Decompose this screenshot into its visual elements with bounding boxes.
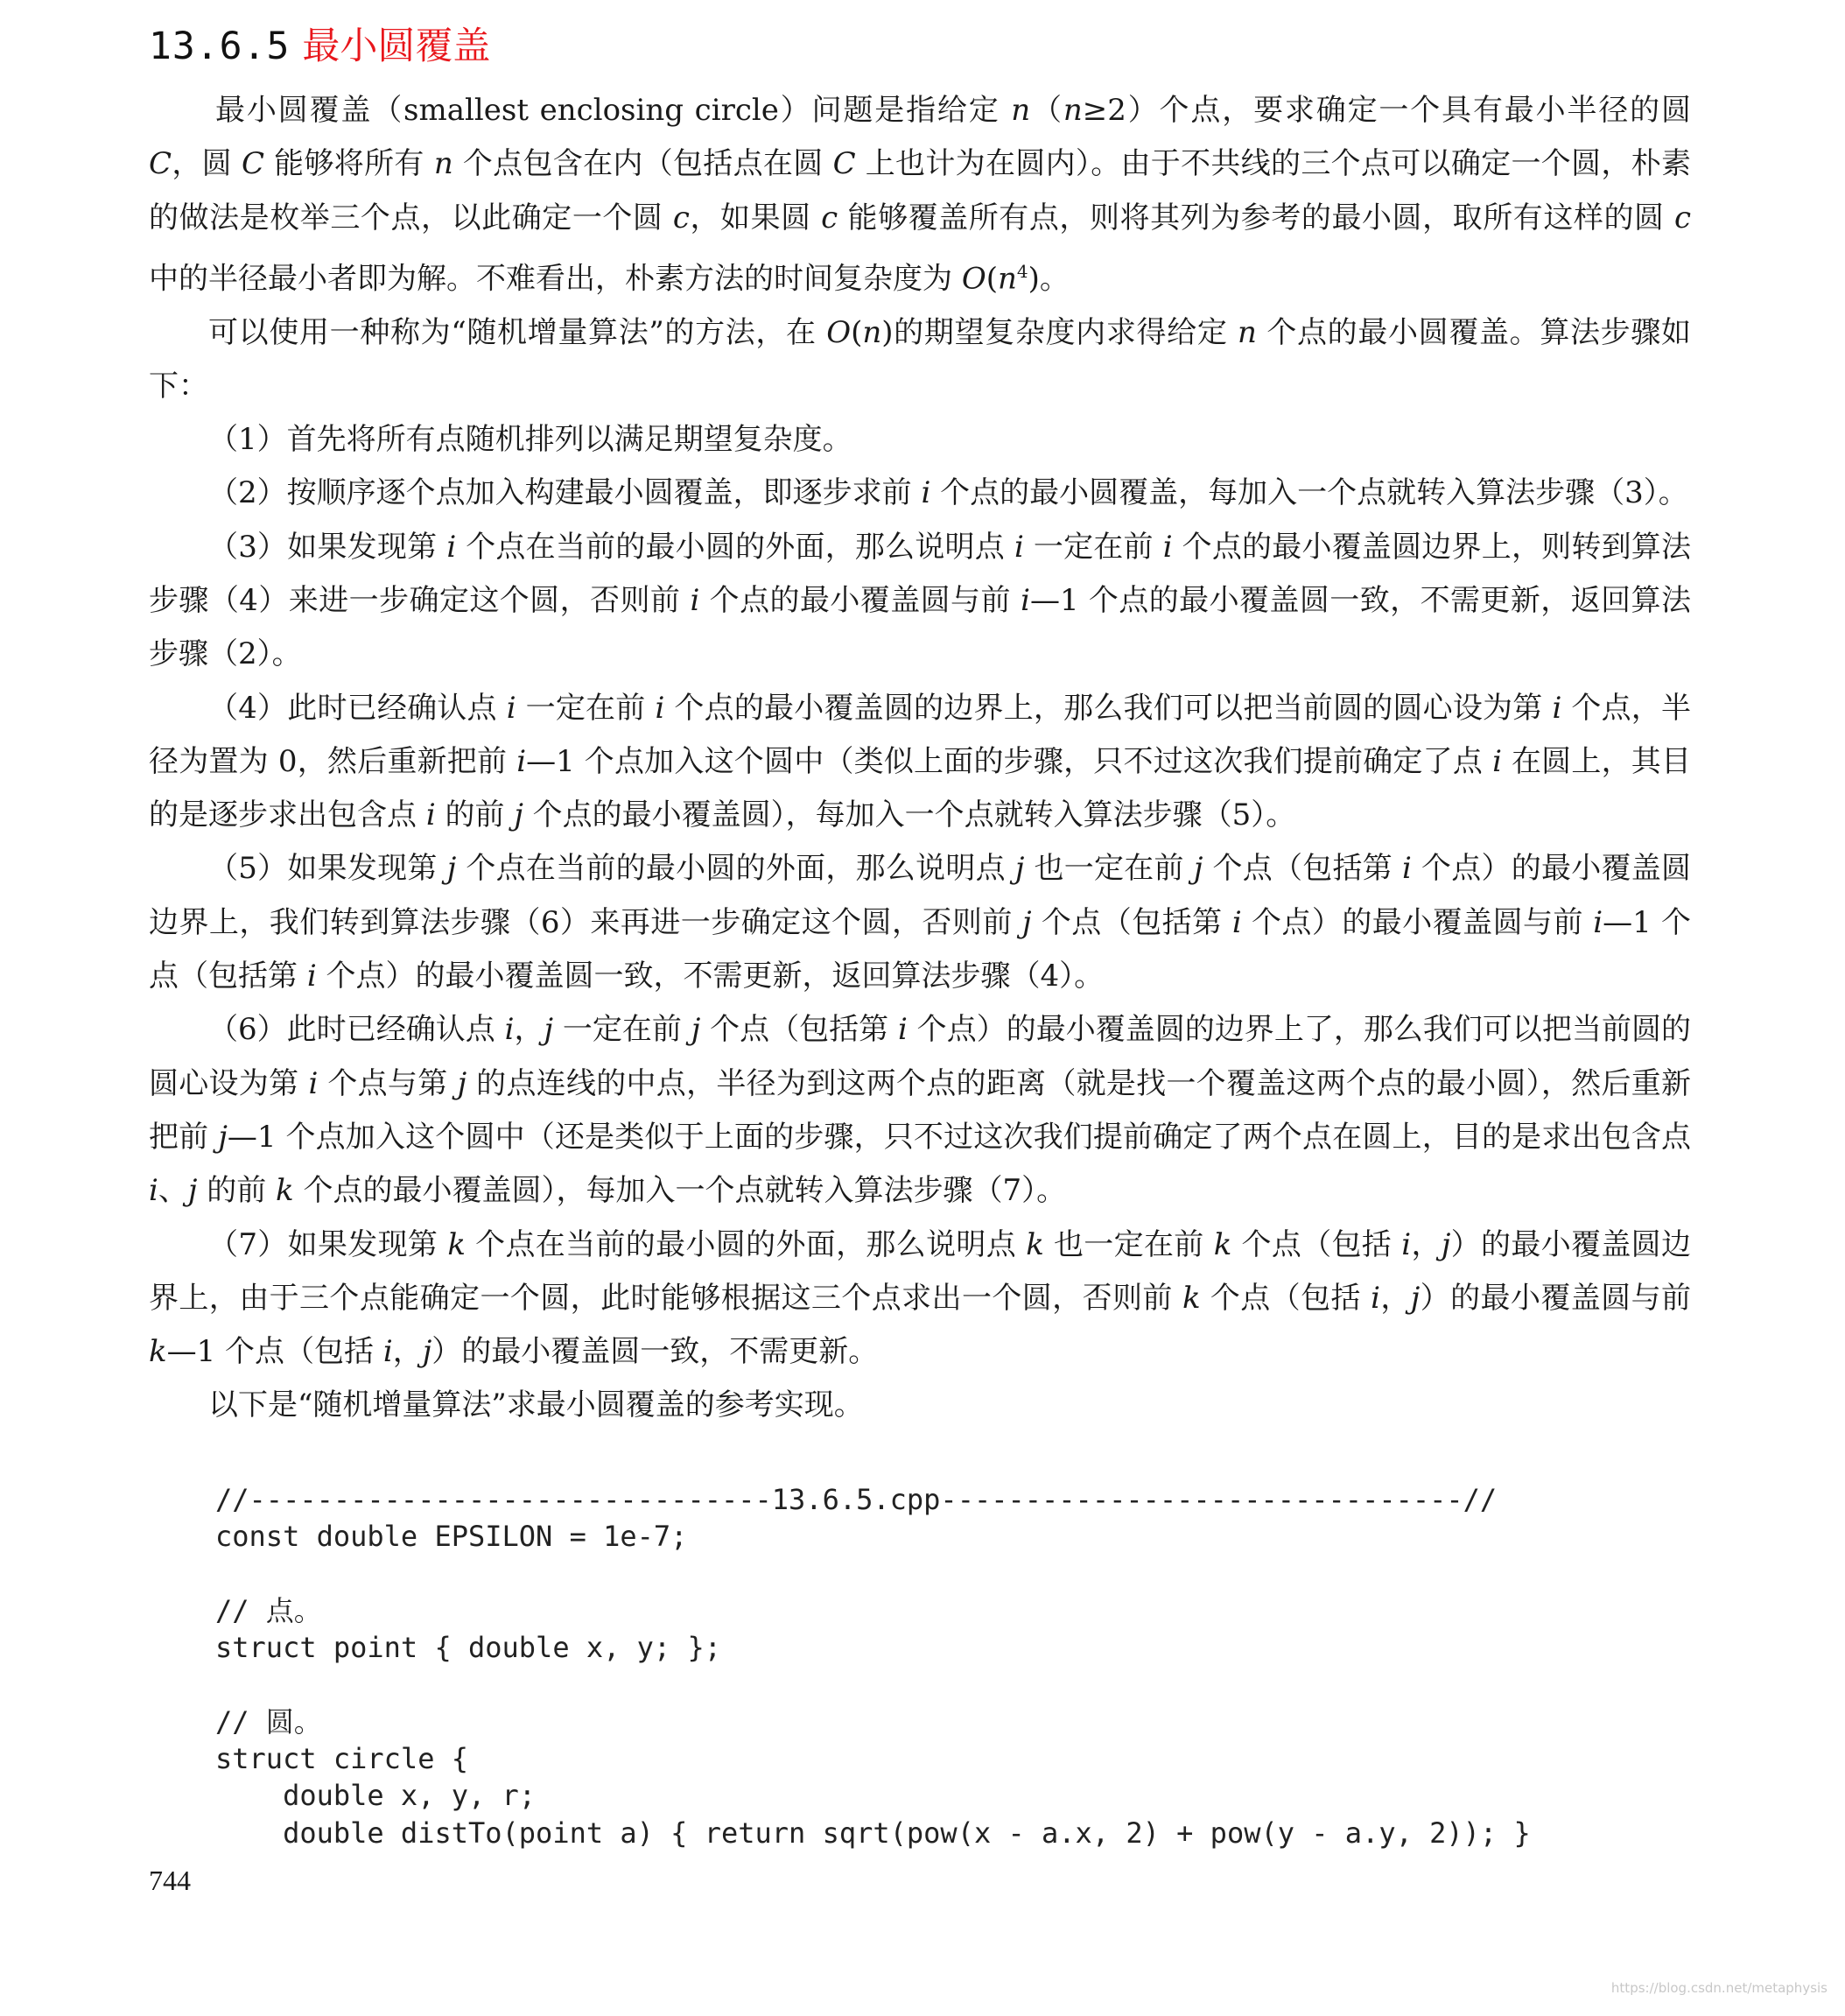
text-run: 个点，半径为置为 0，然后重新把前 (149, 690, 1691, 779)
math-var: j (1193, 851, 1203, 887)
math-var: i (308, 1065, 319, 1101)
text-run: （7）如果发现第 (208, 1226, 448, 1262)
text-run: 个点（包括 (1231, 1226, 1402, 1262)
watermark: https://blog.csdn.net/metaphysis (1610, 1980, 1827, 1996)
text-run: ）的最小覆盖圆边界上，由于三个点能确定一个圆，此时能够根据这三个点求出一个圆，否则前 (149, 1226, 1692, 1316)
math-var: O (826, 314, 852, 350)
math-var: n (997, 261, 1017, 297)
math-var: i (1492, 743, 1502, 779)
text-run: ， (1379, 1280, 1411, 1316)
code-line-9: double x, y, r; (215, 1779, 537, 1813)
text-run: ， (514, 1012, 544, 1048)
math-var: j (1022, 904, 1032, 940)
text-run: ， (392, 1334, 423, 1370)
math-var: j (1014, 851, 1025, 887)
step-5 (149, 842, 1691, 1003)
paragraph-intro (149, 84, 1691, 306)
math-var: i (1231, 904, 1242, 940)
text-run: 最小圆覆盖（smallest enclosing circle）问题是指给定 (215, 93, 1012, 128)
text-run: ( (851, 314, 863, 350)
text-run: 个点）的最小覆盖圆与前 (1241, 904, 1594, 940)
text-run: 个点的最小覆盖圆边界上，则转到算法步骤（4）来进一步确定这个圆，否则前 (149, 529, 1691, 618)
text-run: 个点（包括第 (1031, 904, 1232, 940)
section-number: 13.6.5 (149, 25, 291, 68)
text-run: 也一定在前 (1024, 851, 1194, 887)
paragraph-implementation-intro (149, 1379, 1691, 1432)
text-run: 一定在前 (1023, 529, 1163, 565)
text-run: 上也计为在圆内）。由于不共线的三个点可以确定一个圆，朴素的做法是枚举三个点，以此确定一个圆 (149, 146, 1691, 235)
text-run: 个点包含在内（包括点在圆 (452, 146, 833, 182)
math-var: i (690, 583, 700, 618)
text-run: （6）此时已经确认点 (208, 1012, 505, 1048)
text-run: （2）按顺序逐个点加入构建最小圆覆盖，即逐步求前 (208, 475, 922, 511)
text-run: 的点连线的中点，半径为到这两个点的距离（就是找一个覆盖这两个点的最小圆），然后重新把前 (149, 1065, 1691, 1155)
math-var: i (1402, 851, 1412, 887)
math-var: C (242, 146, 265, 182)
math-var: i (149, 1173, 158, 1209)
math-var: j (218, 1119, 228, 1155)
math-var: C (149, 146, 172, 182)
text-run: （3）如果发现第 (208, 529, 447, 565)
text-run: 在圆上，其目的是逐步求出包含点 (149, 743, 1692, 833)
math-var: i (1021, 583, 1031, 618)
math-var: k (447, 1226, 467, 1262)
text-run: 能够将所有 (264, 146, 434, 182)
math-var: j (457, 1065, 467, 1101)
text-run: 个点（包括 (1200, 1280, 1371, 1316)
text-run: 个点的最小覆盖圆），每加入一个点就转入算法步骤（5）。 (523, 797, 1296, 833)
text-run: ≥2）个点，要求确定一个具有最小半径的圆 (1082, 93, 1691, 128)
text-run: 个点）的最小覆盖圆的边界上了，那么我们可以把当前圆的圆心设为第 (149, 1012, 1691, 1101)
text-run: （5）如果发现第 (208, 851, 447, 887)
math-var: C (832, 146, 856, 182)
step-2 (149, 467, 1691, 520)
code-line-8: struct circle { (215, 1742, 468, 1776)
code-line-4: // 点。 (215, 1593, 322, 1627)
text-run: 个点的最小圆覆盖。算法步骤如下： (149, 314, 1691, 404)
math-var: i (504, 1012, 515, 1048)
math-var: c (672, 200, 690, 235)
text-run: （ (1030, 93, 1063, 128)
math-var: j (691, 1012, 701, 1048)
math-var: n (1011, 93, 1031, 128)
math-var: i (655, 690, 665, 726)
text-run: 个点）的最小覆盖圆边界上，我们转到算法步骤（6）来再进一步确定这个圆，否则前 (149, 851, 1691, 940)
math-var: i (1552, 690, 1562, 726)
step-1 (149, 413, 1691, 467)
text-run: （4）此时已经确认点 (208, 690, 507, 726)
math-var: j (422, 1334, 432, 1370)
math-var: k (276, 1173, 294, 1209)
step-6 (149, 1003, 1691, 1218)
text-run: ，圆 (172, 146, 242, 182)
text-run: —1 个点（包括第 (149, 904, 1691, 994)
math-var: i (1593, 904, 1603, 940)
code-line-1: //-------------------------------13.6.5.cpp-------------------------------// (215, 1483, 1498, 1516)
math-var: i (897, 1012, 908, 1048)
text-run: 中的半径最小者即为解。不难看出，朴素方法的时间复杂度为 (149, 261, 962, 297)
text-run: ( (986, 261, 998, 297)
math-var: k (1182, 1280, 1201, 1316)
math-var: k (1026, 1226, 1044, 1262)
math-var: i (516, 743, 527, 779)
code-line-10: double distTo(point a) { return sqrt(pow(x - a.x, 2) + pow(y - a.y, 2)); } (215, 1816, 1531, 1850)
math-var: j (544, 1012, 554, 1048)
superscript: 4 (1016, 260, 1028, 282)
text-run: ）的最小覆盖圆与前 (1420, 1280, 1691, 1316)
code-block (215, 1481, 1531, 1851)
text-run: —1 个点（包括 (166, 1334, 383, 1370)
text-run: 的前 (197, 1173, 277, 1209)
step-4 (149, 682, 1691, 843)
math-var: j (514, 797, 523, 833)
text-run: ）的最小覆盖圆一致，不需更新。 (431, 1334, 879, 1370)
text-run: 个点（包括第 (700, 1012, 898, 1048)
math-var: c (821, 200, 838, 235)
section-heading (149, 19, 490, 74)
text-run: ， (1411, 1226, 1442, 1262)
math-var: i (306, 959, 317, 994)
text-run: 个点在当前的最小圆的外面，那么说明点 (466, 1226, 1027, 1262)
math-var: i (1401, 1226, 1412, 1262)
math-var: j (187, 1173, 198, 1209)
step-3 (149, 521, 1691, 682)
code-line-3 (215, 1556, 1531, 1592)
text-run: —1 个点加入这个圆中（还是类似于上面的步骤，只不过这次我们提前确定了两个点在圆上，目的是求出包含点 (227, 1119, 1692, 1155)
text-run: 个点的最小覆盖圆的边界上，那么我们可以把当前圆的圆心设为第 (664, 690, 1553, 726)
math-var: i (1014, 529, 1024, 565)
text-run: 个点与第 (318, 1065, 458, 1101)
math-var: k (1213, 1226, 1232, 1262)
text-run: 一定在前 (553, 1012, 691, 1048)
math-var: n (1237, 314, 1257, 350)
text-run: 个点（包括第 (1203, 851, 1403, 887)
step-7 (149, 1219, 1691, 1380)
text-run: 能够覆盖所有点，则将其列为参考的最小圆，取所有这样的圆 (838, 200, 1674, 235)
text-run: )。 (1028, 261, 1070, 297)
text-run: —1 个点的最小覆盖圆一致，不需更新，返回算法步骤（2）。 (149, 583, 1691, 672)
text-run: 个点的最小覆盖圆与前 (699, 583, 1021, 618)
math-var: n (433, 146, 453, 182)
math-var: j (1410, 1280, 1421, 1316)
text-run: 个点在当前的最小圆的外面，那么说明点 (456, 529, 1014, 565)
text-run: ，如果圆 (689, 200, 822, 235)
text-run: 个点）的最小覆盖圆一致，不需更新，返回算法步骤（4）。 (316, 959, 1105, 994)
code-line-6 (215, 1666, 1531, 1703)
math-var: j (1441, 1226, 1451, 1262)
code-line-2: const double EPSILON = 1e-7; (215, 1520, 688, 1554)
text-run: 一定在前 (516, 690, 656, 726)
text-run: （1）首先将所有点随机排列以满足期望复杂度。 (208, 422, 852, 458)
math-var: i (425, 797, 436, 833)
math-var: i (506, 690, 516, 726)
text-run: 个点的最小圆覆盖，每加入一个点就转入算法步骤（3）。 (930, 475, 1688, 511)
code-line-7: // 圆。 (215, 1704, 322, 1739)
text-run: 、 (158, 1173, 188, 1209)
math-var: k (149, 1334, 167, 1370)
text-run: 以下是“随机增量算法”求最小圆覆盖的参考实现。 (208, 1387, 864, 1423)
math-var: i (1371, 1280, 1380, 1316)
math-var: j (446, 851, 457, 887)
code-line-5: struct point { double x, y; }; (215, 1631, 721, 1665)
text-run: 个点的最小覆盖圆），每加入一个点就转入算法步骤（7）。 (293, 1173, 1067, 1209)
math-var: i (382, 1334, 393, 1370)
math-var: n (1063, 93, 1083, 128)
math-var: c (1673, 200, 1692, 235)
math-var: i (1162, 529, 1173, 565)
paragraph-algorithm-intro (149, 306, 1691, 414)
text-run: 的前 (435, 797, 515, 833)
text-run: )的期望复杂度内求得给定 (881, 314, 1238, 350)
text-run: 可以使用一种称为“随机增量算法”的方法，在 (208, 314, 827, 350)
text-run: —1 个点加入这个圆中（类似上面的步骤，只不过这次我们提前确定了点 (526, 743, 1493, 779)
math-var: i (446, 529, 457, 565)
math-var: n (862, 314, 882, 350)
body-text (149, 84, 1691, 1433)
math-var: O (961, 261, 986, 297)
text-run: 也一定在前 (1043, 1226, 1214, 1262)
section-title: 最小圆覆盖 (302, 25, 491, 68)
text-run: 个点在当前的最小圆的外面，那么说明点 (456, 851, 1015, 887)
page-number: 744 (149, 1865, 191, 1896)
math-var: i (921, 475, 931, 511)
